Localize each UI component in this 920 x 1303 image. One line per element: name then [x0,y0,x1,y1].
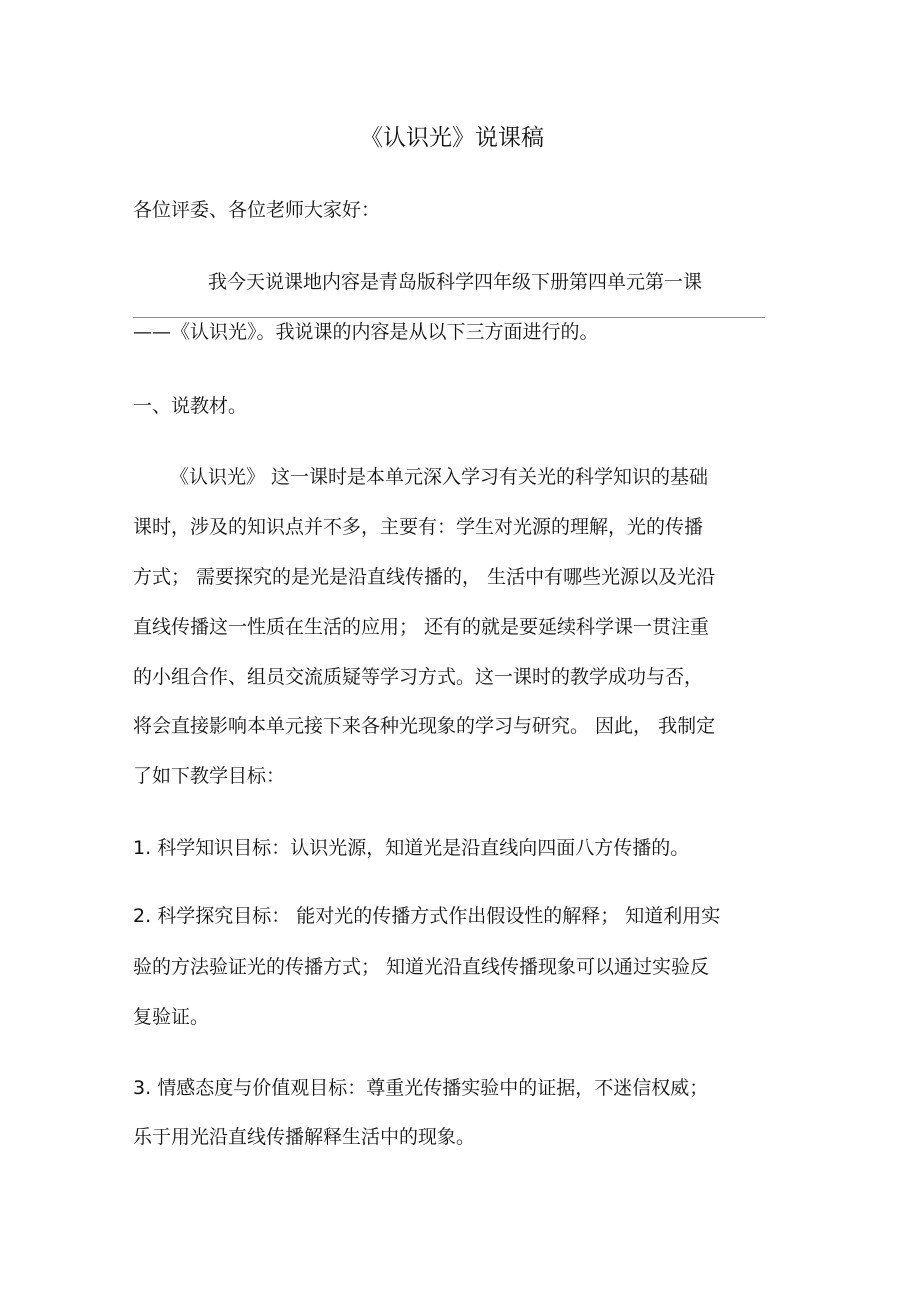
goal-line: 复验证。 [133,1006,210,1028]
goal-number: 1. [133,837,152,859]
page-title: 《认识光》说课稿 [360,125,544,151]
goal-number: 3. [133,1077,152,1099]
goal-line [133,836,689,860]
goal-line [133,904,720,928]
goal-line: 乐于用光沿直线传播解释生活中的现象。 [133,1126,476,1148]
section-heading: 一、说教材。 [133,395,248,417]
goal-line: 验的方法验证光的传播方式； 知道光沿直线传播现象可以通过实验反 [133,956,710,978]
paragraph-line: 了如下教学目标： [133,765,286,787]
paragraph-line: 将会直接影响本单元接下来各种光现象的学习与研究。 因此， 我制定 [133,715,716,737]
paragraph-line: 《认识光》 这一课时是本单元深入学习有关光的科学知识的基础 [170,466,709,488]
goal-number: 2. [133,905,152,927]
paragraph-line: 的小组合作、组员交流质疑等学习方式。这一课时的教学成功与否， [133,666,704,688]
goal-text: 科学知识目标：认识光源，知道光是沿直线向四面八方传播的。 [157,837,690,859]
goal-line [133,1076,708,1100]
goal-text: 科学探究目标： 能对光的传播方式作出假设性的解释； 知道利用实 [157,905,721,927]
intro-line-1: 我今天说课地内容是青岛版科学四年级下册第四单元第一课 [208,271,703,293]
intro-line-2: ——《认识光》。我说课的内容是从以下三方面进行的。 [133,321,599,343]
greeting: 各位评委、各位老师大家好： [133,199,381,221]
paragraph-line: 直线传播这一性质在生活的应用； 还有的就是要延续科学课一贯注重 [133,616,710,638]
paragraph-line: 方式； 需要探究的是光是沿直线传播的， 生活中有哪些光源以及光沿 [133,566,716,588]
underline-rule [133,317,765,318]
paragraph-line: 课时，涉及的知识点并不多，主要有：学生对光源的理解，光的传播 [133,516,704,538]
goal-text: 情感态度与价值观目标：尊重光传播实验中的证据，不迷信权威； [157,1077,709,1099]
